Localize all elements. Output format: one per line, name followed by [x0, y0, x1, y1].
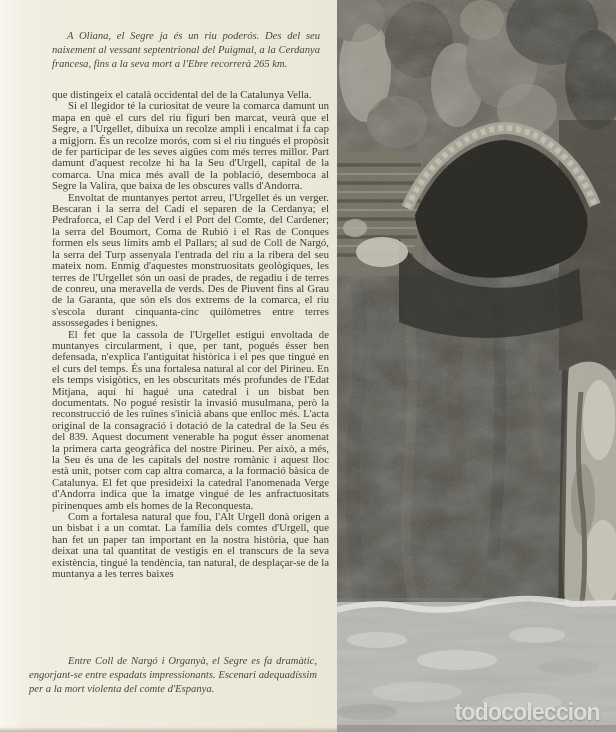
photo-illustration [337, 0, 616, 732]
body-paragraph: Com a fortalesa natural que fou, l'Alt Urgell donà origen a un bisbat i a un comtat. La família dels comtes d'Urgell, que han fet un paper tan important en la nostra història, que han deixat una tal quantitat de vestigis en el transcurs de la seva existència, tingué la tendència, tan natural, de desplaçar-se de la muntanya a les terres baixes [52, 511, 329, 581]
body-paragraph: que distingeix el català occidental del de la Catalunya Vella. [52, 89, 312, 101]
body-text-column [52, 90, 329, 580]
body-paragraph: El fet que la cassola de l'Urgellet estigui envoltada de muntanyes circularment, i que, per tant, pogués ésser ben defensada, n'explica l'antiguitat històrica i el pes que tingué en el curs del temps. És una fortalesa natural al cor del Pirineu. En els temps visigòtics, en les obscuritats més profundes de l'Edat Mitjana, aquí hi hagué una catedral i un bisbat ben documentats. No pogué resistir la invasió musulmana, però la reconstrucció de les ruïnes s'inicià abans que enlloc més. L'acta original de la consagració i dotació de la catedral de la Seu és del 839. Aquest document venerable ha pogut ésser anomenat la primera carta geogràfica del nostre Pirineu. Per això, a més, la Seu és una de les capitals del nostre romànic i aquest lloc està unit, potser com cap altra comarca, a la formació bàsica de Catalunya. El fet que presideixi la catedral l'anomenada Verge d'Andorra indica que la imatge vingué de les anfractuositats pirinenques amb els homes de la Reconquesta. [52, 328, 329, 512]
body-paragraph: Si el llegidor té la curiositat de veure la comarca damunt un mapa en què el curs del riu figuri ben marcat, veurà que el Segre, a l'Urgellet, dibuixa un recolze ampli i encalmat i fa cap a migjorn. És un recolze morós, com si el riu tingués el propòsit de fer participar de les seves aigües com més terres millor. Part damunt d'aquest recolze hi ha la Seu d'Urgell, capital de la comarca. Una mica més avall de la població, desemboca al Segre la Valira, que baixa de les obscures valls d'Andorra. [52, 100, 329, 193]
photo-caption-top: A Oliana, el Segre ja és un riu poderós. Des del seu naixement al vessant septentrional del Puigmal, a la Cerdanya francesa, fins a la seva mort a l'Ebre recorrerà 265 km. [52, 31, 320, 70]
photo-caption-bottom: Entre Coll de Nargó i Organyà, el Segre es fa dramàtic, engorjant-se entre espadats impressionants. Escenari adequadíssim per a la mort violenta del comte d'Espanya. [29, 656, 317, 695]
todocoleccion-watermark: todocoleccion [454, 699, 600, 726]
page-edge-shadow [0, 727, 337, 732]
body-paragraph: Envoltat de muntanyes pertot arreu, l'Urgellet és un verger. Bescaran i la serra del Cadí el separen de la Cerdanya; el Pedraforca, el Cap del Verd i el Port del Comte, del Cardener; la serra del Boumort, Coma de Rubió i el Ras de Conques formen els seus límits amb el Pallars; al sud de Coll de Nargó, la serra del Turp assenyala l'entrada del riu a la ribera del seu mateix nom. Enmig d'aquestes monstruositats geològiques, les terres de l'Urgellet són un oasi de prades, de regadiu i de terres de conreu, una meravella de verds. Des de Piuvent fins al Grau de la Garanta, que són els dos extrems de la comarca, el riu s'escola durant cinquanta-cinc quilòmetres entre terres assossegades i benignes. [52, 191, 329, 330]
gorge-photo [337, 0, 616, 732]
